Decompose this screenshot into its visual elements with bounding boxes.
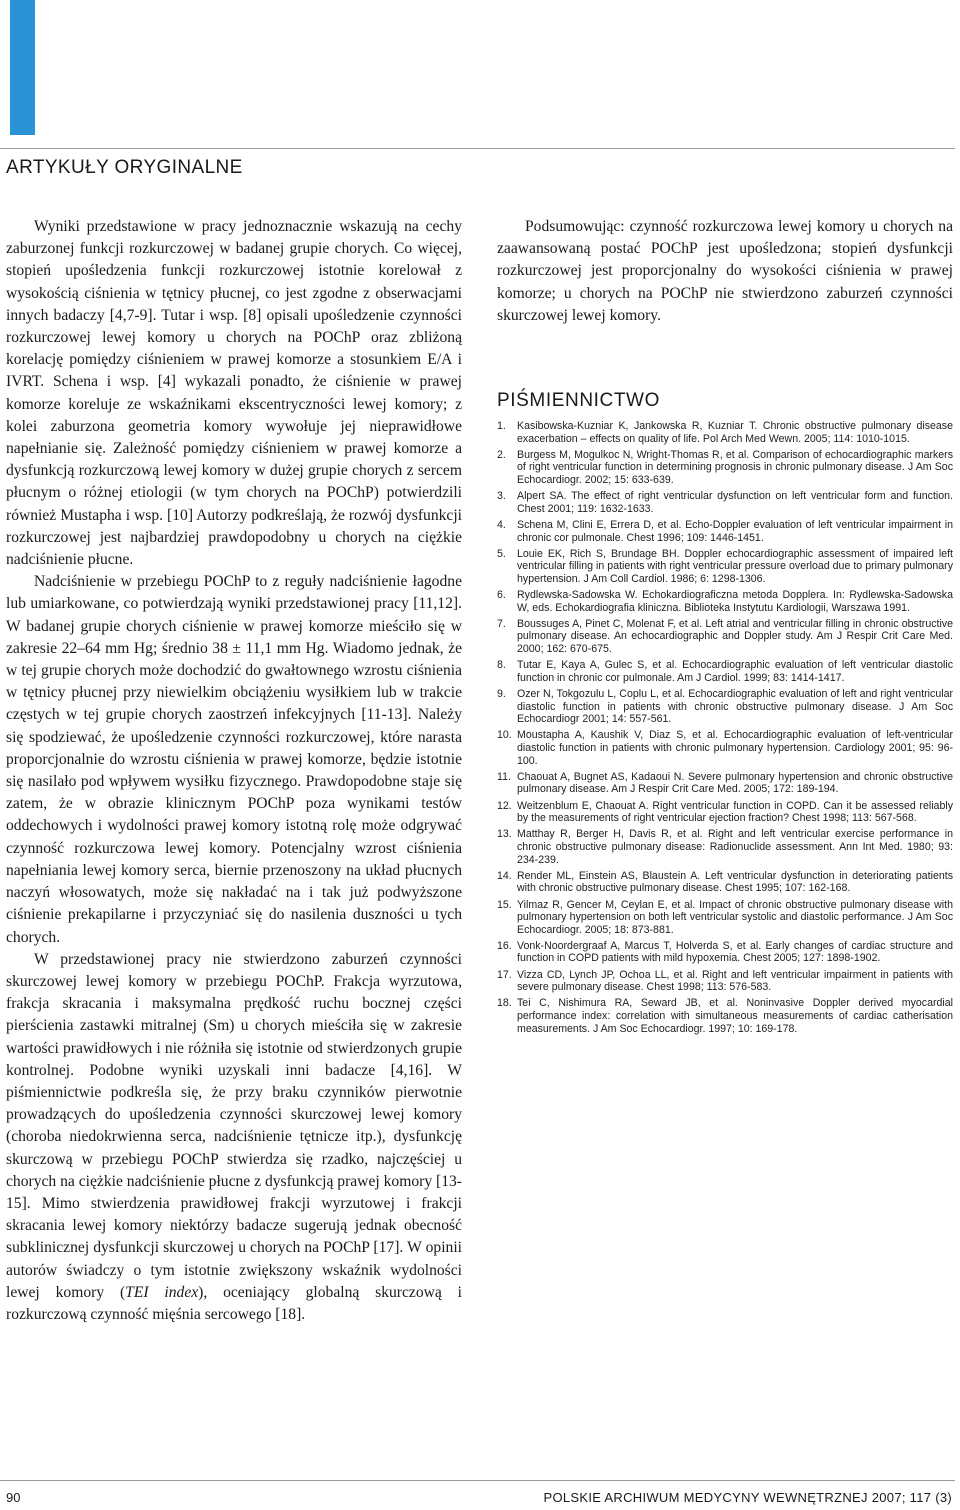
- reference-text: Kasibowska-Kuzniar K, Jankowska R, Kuzniar T. Chronic obstructive pulmonary disease exacerbation – effects on quality of life. Pol Arch Med Wewn. 2005; 114: 1010-1015.: [517, 420, 953, 445]
- tei-index-term: TEI index: [125, 1283, 199, 1301]
- paragraph-3: [6, 949, 462, 1326]
- reference-text: Weitzenblum E, Chaouat A. Right ventricular function in COPD. Can it be assessed reliably by the measurements of right ventricular ejection fraction? Chest 1998; 113: 567-568.: [517, 799, 953, 825]
- reference-text: Ozer N, Tokgozulu L, Coplu L, et al. Echocardiographic evaluation of left and right ventricular diastolic function in patients with chronic obstructive pulmonary disease. J Am Soc Echocardiogr 2001; 14: 557-561.: [517, 688, 953, 726]
- reference-number: 10.: [497, 729, 512, 742]
- reference-number: 15.: [497, 898, 512, 911]
- reference-number: 5.: [497, 547, 506, 560]
- reference-item: [497, 589, 953, 614]
- paragraph-1-text: Wyniki przedstawione w pracy jednoznacznie wskazują na cechy zaburzonej funkcji rozkurczowej w badanej grupie chorych. Co więcej, stopień upośledzenia funkcji rozkurczowej istotnie korelował z wysokością ciśnienia w tętnicy płucnej, co jest zgodne z obserwacjami innych badaczy [4,7-9]. Tutar i wsp. [8] opisali upośledzenie czynności rozkurczowej lewej komory u chorych na POChP oraz zbliżoną korelację pomiędzy ciśnieniem w prawej komorze a stosunkiem E/A i IVRT. Schena i wsp. [4] wykazali ponadto, że ciśnienie w prawej komorze koreluje ze wskaźnikami ekscentryczności lewej komory; z kolei zaburzona geometria komory wywołuje jej nieprawidłowe napełnianie się. Zależność pomiędzy ciśnieniem w prawej komorze a dysfunkcją rozkurczową lewej komory w dużej grupie chorych z sercem płucnym o różnej etiologii (w tym chorych na POChP) potwierdzili również Mustapha i wsp. [10] Autorzy podkreślają, że rozwój dysfunkcji rozkurczowej jest najbardziej prawdopodobny u chorych na ciężkie nadciśnienie płucne.: [6, 218, 462, 569]
- accent-bar: [10, 0, 35, 135]
- reference-number: 4.: [497, 518, 506, 531]
- reference-item: [497, 828, 953, 866]
- reference-number: 16.: [497, 939, 512, 952]
- reference-text: Tei C, Nishimura RA, Seward JB, et al. Noninvasive Doppler derived myocardial performance index: correlation with simultaneous measurements of cardiac catherisation measurements. J Am Soc Echocardiogr. 1997; 10: 169-178.: [517, 997, 953, 1035]
- reference-item: [497, 548, 953, 586]
- reference-item: [497, 997, 953, 1035]
- reference-item: [497, 800, 953, 825]
- reference-item: [497, 940, 953, 965]
- reference-text: Chaouat A, Bugnet AS, Kadaoui N. Severe pulmonary hypertension and chronic obstructive pulmonary disease. Am J Respir Crit Care Med. 2005; 172: 189-194.: [517, 770, 953, 796]
- reference-number: 6.: [497, 589, 506, 602]
- paragraph-3-text-a: W przedstawionej pracy nie stwierdzono zaburzeń czynności skurczowej lewej komory w przebiegu POChP. Frakcja wyrzutowa, frakcja skracania i maksymalna prędkość ruchu bocznej części pierścienia zastawki mitralnej (Sm) u chorych mieściła się w zakresie wartości prawidłowych i nie różniła się istotnie od stwierdzonych grupie kontrolnej. Podobne wyniki uzyskali inni badacze [4,16]. W piśmiennictwie podkreśla się, że przy braku czynników pierwotnie prowadzących do upośledzenia czynności skurczowej lewej komory (choroba niedokrwienna serca, nadciśnienie tętnicze itp.), dysfunkcję skurczową w przebiegu POChP stwierdza się rzadko, najczęściej u chorych na ciężkie nadciśnienie płucne z dysfunkcją prawej komory [13-15]. Mimo stwierdzenia prawidłowej frakcji wyrzutowej i frakcji skracania lewej komory niektórzy badacze sugerują jednak obecność subklinicznej dysfunkcji skurczowej u chorych na POChP [17]. W opinii autorów świadczy o tym istotnie zwiększony wskaźnik wydolności lewej komory (: [6, 950, 462, 1301]
- reference-item: [497, 659, 953, 684]
- page-number: 90: [6, 1490, 21, 1505]
- journal-footer: POLSKIE ARCHIWUM MEDYCYNY WEWNĘTRZNEJ 2007; 117 (3): [543, 1490, 952, 1505]
- reference-text: Matthay R, Berger H, Davis R, et al. Right and left ventricular exercise performance in chronic obstructive pulmonary disease: Radionuclide assessment. Ann Int Med. 1980; 93: 234-239.: [517, 828, 953, 866]
- reference-text: Louie EK, Rich S, Brundage BH. Doppler echocardiographic assessment of impaired left ventricular filling in patients with right ventricular pressure overload due to primary pulmonary hypertension. J Am Coll Cardiol. 1986; 6: 1298-1306.: [517, 547, 953, 585]
- reference-number: 9.: [497, 688, 506, 701]
- reference-text: Schena M, Clini E, Errera D, et al. Echo-Doppler evaluation of left ventricular impairment in chronic cor pulmonale. Chest 1996; 109: 1446-1451.: [517, 518, 953, 544]
- reference-number: 7.: [497, 617, 506, 630]
- top-divider: [0, 148, 955, 149]
- reference-number: 8.: [497, 659, 506, 672]
- reference-item: [497, 729, 953, 767]
- reference-number: 2.: [497, 448, 506, 461]
- reference-text: Vonk-Noordergraaf A, Marcus T, Holverda S, et al. Early changes of cardiac structure and function in COPD patients with mild hypoxemia. Chest 2005; 127: 1898-1902.: [517, 939, 953, 965]
- reference-number: 11.: [497, 770, 511, 783]
- reference-text: Tutar E, Kaya A, Gulec S, et al. Echocardiographic evaluation of left ventricular diastolic function in chronic cor pulmonale. Am J Cardiol. 1999; 83: 1414-1417.: [517, 659, 953, 684]
- reference-item: [497, 688, 953, 726]
- reference-item: [497, 771, 953, 796]
- reference-item: [497, 519, 953, 544]
- section-label: ARTYKUŁY ORYGINALNE: [6, 157, 243, 178]
- reference-number: 12.: [497, 799, 512, 812]
- reference-item: [497, 870, 953, 895]
- reference-number: 3.: [497, 490, 506, 503]
- reference-number: 18.: [497, 997, 512, 1010]
- reference-text: Boussuges A, Pinet C, Molenat F, et al. Left atrial and ventricular filling in chronic obstructive pulmonary disease. An echocardiographic and Doppler study. Am J Respir Crit Care Med. 2000; 162: 670-675.: [517, 617, 953, 656]
- reference-text: Render ML, Einstein AS, Blaustein A. Left ventricular dysfunction in deteriorating patients with chronic obstructive pulmonary disease. Chest 1995; 107: 162-168.: [517, 869, 953, 895]
- references-heading: PIŚMIENNICTWO: [497, 390, 660, 412]
- reference-text: Vizza CD, Lynch JP, Ochoa LL, et al. Right and left ventricular impairment in patients with severe pulmonary disease. Chest 1998; 113: 576-583.: [517, 968, 953, 994]
- reference-number: 14.: [497, 869, 512, 882]
- reference-item: [497, 490, 953, 515]
- reference-item: [497, 420, 953, 445]
- paragraph-1: [6, 216, 462, 571]
- bottom-divider: [0, 1480, 955, 1481]
- reference-number: 1.: [497, 420, 506, 433]
- reference-item: [497, 969, 953, 994]
- left-column: [6, 216, 462, 1326]
- reference-number: 13.: [497, 828, 512, 841]
- reference-text: Rydlewska-Sadowska W. Echokardiograficzna metoda Dopplera. In: Rydlewska-Sadowska W, eds. Echokardiografia kliniczna. Biblioteka Instytutu Kardiologii, Warszawa 1991.: [517, 589, 953, 614]
- reference-item: [497, 618, 953, 656]
- reference-text: Alpert SA. The effect of right ventricular dysfunction on left ventricular form and function. Chest 2001; 119: 1632-1633.: [517, 490, 953, 515]
- reference-item: [497, 449, 953, 487]
- summary-paragraph: Podsumowując: czynność rozkurczowa lewej komory u chorych na zaawansowaną postać POChP jest upośledzona; stopień dysfunkcji rozkurczowej jest proporcjonalny do wysokości ciśnienia w prawej komorze; u chorych na POChP nie stwierdzono zaburzeń czynności skurczowej lewej komory.: [497, 218, 953, 324]
- references-list: [497, 420, 953, 1035]
- reference-item: [497, 899, 953, 937]
- reference-number: 17.: [497, 968, 512, 981]
- reference-text: Yilmaz R, Gencer M, Ceylan E, et al. Impact of chronic obstructive pulmonary disease with pulmonary hypertension on both left ventricular systolic and diastolic performance. J Am Soc Echocardiogr. 2005; 18: 873-881.: [517, 898, 953, 936]
- right-column: [497, 216, 953, 1039]
- paragraph-3-text-b: ), oceniający globalną skurczową i rozkurczową czynność mięśnia sercowego [18].: [6, 1283, 462, 1323]
- reference-text: Burgess M, Mogulkoc N, Wright-Thomas R, et al. Comparison of echocardiographic markers of right ventricular function in determining prognosis in chronic pulmonary disease. J Am Soc Echocardiogr. 2002; 15: 633-639.: [517, 448, 953, 486]
- reference-text: Moustapha A, Kaushik V, Diaz S, et al. Echocardiographic evaluation of left-ventricular diastolic function in patients with chronic pulmonary hypertension. Cardiology 2001; 95: 96-100.: [517, 729, 953, 767]
- paragraph-2: Nadciśnienie w przebiegu POChP to z reguły nadciśnienie łagodne lub umiarkowane, co potwierdzają wyniki przedstawionej pracy [11,12]. W badanej grupie chorych ciśnienie w prawej komorze mieściło się w zakresie 22–64 mm Hg; średnio 38 ± 11,1 mm Hg. Wiadomo jednak, że w tej grupie chorych może dochodzić do gwałtownego wzrostu ciśnienia w tętnicy płucnej przy niewielkim obciążeniu wysiłkiem lub w trakcie częstych w tej grupie chorych zaostrzeń infekcyjnych [11-13]. Należy się spodziewać, że upośledzenie czynności rozkurczowej, które narasta proporcjonalnie do wzrostu ciśnienia w prawej komorze, będzie istotnie się nasilało pod wpływem wysiłku fizycznego. Prawdopodobne staje się zatem, że w obrazie klinicznym POChP poza wynikami testów oddechowych i wydolności prawej komory istotną rolę może odgrywać czynność rozkurczowa lewej komory. Potencjalny wzrost ciśnienia napełniania lewej komory serca, biernie przenoszony na układ płucnych naczyń włosowatych, może się nakładać na i tak już podwyższone ciśnienie prekapilarne i przyczyniać się do nasilenia duszności u tych chorych.: [6, 573, 462, 946]
